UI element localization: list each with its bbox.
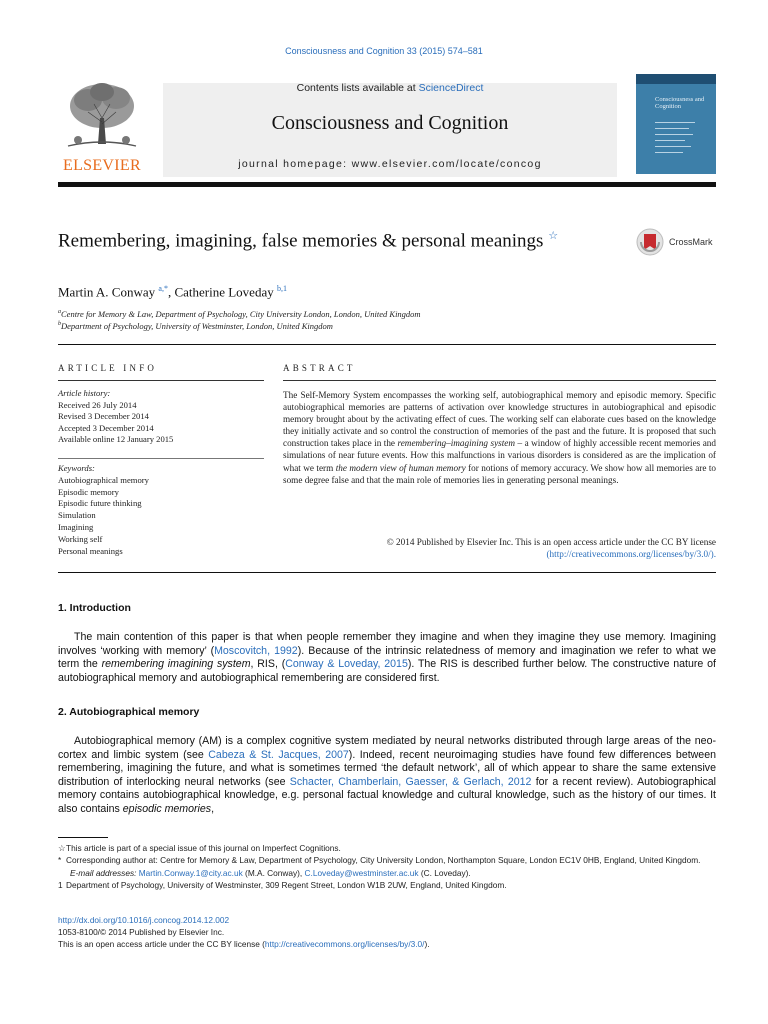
autobiographical-memory-paragraph (58, 735, 716, 817)
abstract-part: The Self-Memory System encompasses the working self, autobiographical memory and episodic memory. Specific autobiographical memories are patterns of activation over knowledge structures in autobiographical and episodic memory brought about by the activating effect of cues. The working self can elaborate cues based on the knowledge they initially activate and so control the construction of memories of the past and the future. It is proposed that such construction takes place in the (283, 390, 716, 449)
license-link[interactable]: (http://creativecommons.org/licenses/by/3.0/). (546, 549, 716, 560)
citation-link[interactable]: Cabeza & St. Jacques, 2007 (208, 748, 349, 761)
header-rule (58, 182, 716, 187)
email-owner: (C. Loveday). (418, 867, 471, 878)
article-title-text: Remembering, imagining, false memories & personal meanings (58, 230, 544, 252)
journal-citation-link[interactable]: Consciousness and Cognition 33 (2015) 574–581 (285, 46, 483, 56)
history-item: Revised 3 December 2014 (58, 411, 149, 422)
footnote-one (58, 879, 716, 891)
keyword-item: Imagining (58, 521, 94, 532)
elsevier-wordmark: ELSEVIER (63, 157, 141, 174)
author-affiliation-mark[interactable]: b,1 (276, 284, 287, 293)
email-label: E-mail addresses: (70, 867, 137, 878)
sciencedirect-link[interactable]: ScienceDirect (418, 82, 484, 94)
abstract-emphasis: the modern view of human memory (335, 462, 466, 473)
citation-link[interactable]: Moscovitch, 1992 (214, 644, 298, 657)
introduction-heading: 1. Introduction (58, 602, 131, 614)
affiliation-text: Department of Psychology, University of Westminster, London, United Kingdom (61, 321, 333, 331)
keyword-item: Episodic future thinking (58, 498, 142, 509)
body-text: The main contention of this paper is that when people remember they imagine and when they imagine they use memory. Imagining involves ‘working with memory’ ( (58, 631, 716, 657)
affiliation-mark: a (58, 309, 61, 316)
abstract-text (283, 389, 716, 486)
autobiographical-memory-heading: 2. Autobiographical memory (58, 706, 200, 718)
article-history (58, 388, 264, 446)
article-info-heading: ARTICLE INFO (58, 363, 158, 373)
body-text: for a recent review). Autobiographical memory contains autobiographical knowledge, e.g. personal factual knowledge and cultural knowledge, such as the history of our times. It also contains (58, 775, 716, 815)
abstract-part: – a window of highly accessible recent memories and simulations of near future events. How this malfunctions in various disorders is considered as are the implication of what we term (283, 438, 716, 473)
abstract-rule (283, 380, 716, 381)
author-name: Catherine Loveday (174, 284, 274, 300)
keyword-item: Simulation (58, 510, 96, 521)
contents-prefix: Contents lists available at (296, 82, 419, 94)
footnote-emails (58, 867, 716, 879)
footnote-star (58, 842, 716, 854)
body-text: ). The RIS is described further below. The constructive nature of autobiographical memory and autobiographical remembering are considered first. (58, 658, 716, 684)
affiliation-b (58, 321, 333, 331)
footnote-rule (58, 837, 108, 838)
section-rule (58, 344, 716, 345)
keywords-label: Keywords: (58, 463, 95, 473)
email-link[interactable]: C.Loveday@westminster.ac.uk (304, 867, 419, 878)
open-access-end: ). (424, 939, 430, 950)
journal-title: Consciousness and Cognition (271, 112, 509, 134)
license-link[interactable]: http://creativecommons.org/licenses/by/3.0/ (264, 939, 425, 950)
crossmark-label[interactable]: CrossMark (669, 237, 713, 247)
footnote-mark: 1 (58, 880, 63, 891)
body-text: ). Because of the intrinsic relatedness of memory and imagination we refer to what we term the (58, 644, 716, 671)
email-owner: (M.A. Conway), (242, 867, 305, 878)
introduction-paragraph (58, 631, 716, 685)
journal-cover-thumbnail[interactable] (636, 74, 716, 174)
keyword-item: Personal meanings (58, 545, 123, 556)
abstract-heading: ABSTRACT (283, 363, 356, 373)
footnote-text: This article is part of a special issue of this journal on Imperfect Cognitions. (66, 843, 341, 853)
body-text: Autobiographical memory (AM) is a complex cognitive system mediated by neural networks distributed through large areas of the neo-cortex and limbic system (see (58, 735, 716, 761)
history-item: Available online 12 January 2015 (58, 434, 174, 445)
keyword-item: Episodic memory (58, 486, 119, 497)
email-link[interactable]: Martin.Conway.1@city.ac.uk (138, 867, 243, 878)
homepage-url-link[interactable]: www.elsevier.com/locate/concog (351, 158, 542, 170)
footnote-text: Corresponding author at: Centre for Memory & Law, Department of Psychology, City University London, Northampton Square, London EC1V 0HB, England, United Kingdom. (66, 855, 701, 866)
footnote-text: Department of Psychology, University of Westminster, 309 Regent Street, London W1B 2UW, England, United Kingdom. (66, 880, 507, 891)
citation-link[interactable]: Conway & Loveday, 2015 (285, 658, 408, 671)
abstract-part: for notions of memory accuracy. We show how all memories are to some degree false and that the main role of memories lies in generating personal meanings. (283, 462, 716, 485)
body-emphasis: episodic memories (122, 802, 212, 815)
author-separator: , (167, 284, 175, 300)
issn-line: 1053-8100/© 2014 Published by Elsevier Inc. (58, 927, 225, 938)
article-title (58, 224, 578, 253)
journal-homepage-line (163, 158, 617, 170)
title-note-star[interactable]: ☆ (548, 230, 559, 242)
body-rule (58, 572, 716, 573)
open-access-text: This is an open access article under the CC BY license ( (58, 939, 265, 950)
author-affiliation-mark[interactable]: a,* (158, 284, 168, 293)
history-item: Received 26 July 2014 (58, 399, 137, 410)
abstract-emphasis: remembering–imagining system (397, 438, 515, 449)
body-text: ). Indeed, recent neuroimaging studies have found few differences between remembering, imagining the future, and what is sometimes termed ‘the default network’, all of which appear to share the same extensive distribution of interlocking neural networks (see (58, 748, 716, 788)
body-text: , (211, 802, 215, 815)
author-list (58, 284, 287, 300)
history-item: Accepted 3 December 2014 (58, 422, 154, 433)
affiliation-a (58, 309, 421, 319)
info-rule (58, 380, 264, 381)
body-text: , RIS, ( (250, 658, 286, 671)
cover-title: Consciousness and Cognition (655, 96, 705, 110)
open-access-line (58, 938, 716, 950)
doi-link[interactable]: http://dx.doi.org/10.1016/j.concog.2014.12.002 (58, 915, 230, 925)
keywords-rule (58, 458, 264, 459)
footnote-mark: * (58, 855, 62, 866)
keyword-item: Autobiographical memory (58, 474, 149, 485)
affiliation-mark: b (58, 321, 61, 328)
author-name: Martin A. Conway (58, 284, 156, 300)
keyword-item: Working self (58, 533, 103, 544)
abstract-copyright (283, 536, 716, 560)
citation-link[interactable]: Schacter, Chamberlain, Gaesser, & Gerlach, 2012 (289, 775, 532, 788)
contents-line (163, 82, 617, 94)
footnote-mark: ☆ (58, 843, 66, 853)
doi-block (58, 914, 716, 951)
footnotes (58, 842, 716, 892)
footnote-corresponding (58, 854, 716, 866)
keywords (58, 463, 264, 557)
history-label: Article history: (58, 388, 111, 398)
copyright-text: © 2014 Published by Elsevier Inc. This is an open access article under the CC BY license (386, 537, 716, 547)
body-emphasis: remembering imagining system (101, 658, 251, 671)
affiliation-text: Centre for Memory & Law, Department of Psychology, City University London, London, United Kingdom (61, 309, 421, 319)
homepage-prefix: journal homepage: (238, 158, 352, 170)
